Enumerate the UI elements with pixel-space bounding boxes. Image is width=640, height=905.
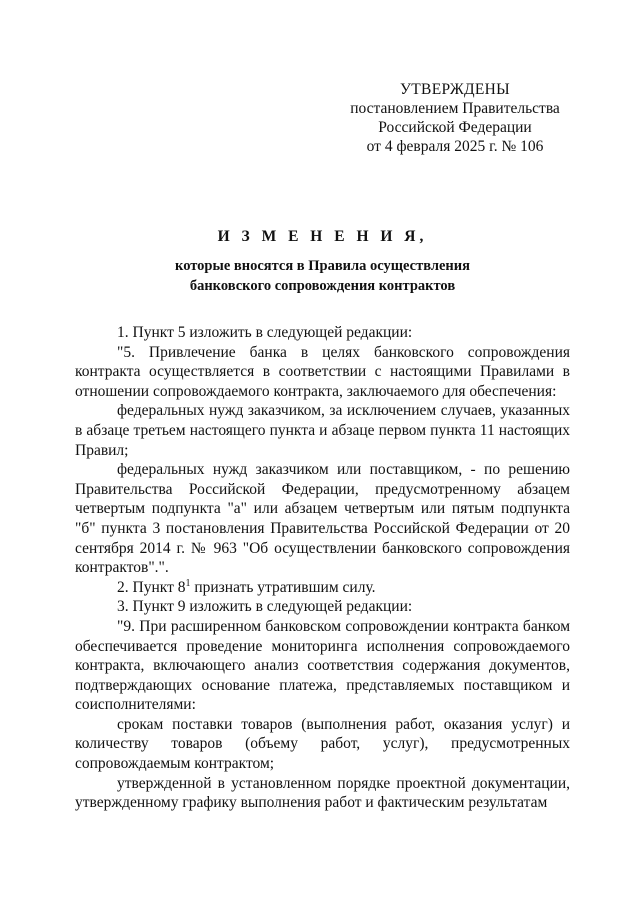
approval-stamp <box>340 80 570 156</box>
paragraph-5 <box>75 578 570 598</box>
approval-word: УТВЕРЖДЕНЫ <box>400 81 510 98</box>
paragraph-5-start: 2. Пункт 8 <box>117 578 186 596</box>
document-body <box>75 323 570 813</box>
paragraph-6: 3. Пункт 9 изложить в следующей редакции: <box>117 598 413 616</box>
document-heading <box>75 227 570 296</box>
paragraph-1: 1. Пункт 5 изложить в следующей редакции: <box>117 324 413 341</box>
document-title: И З М Е Н Е Н И Я, <box>217 228 428 245</box>
subtitle-line-2: банковского сопровождения контрактов <box>189 278 456 294</box>
approval-line-3: от 4 февраля 2025 г. № 106 <box>366 138 544 155</box>
paragraph-5-superscript: 1 <box>185 577 191 589</box>
approval-line-2: Российской Федерации <box>378 119 532 136</box>
paragraph-3: федеральных нужд заказчиком, за исключением случаев, указанных в абзаце третьем настоящего пункта и абзаце первом пункта 11 настоящих Правил; <box>75 402 570 459</box>
paragraph-4: федеральных нужд заказчиком или поставщиком, - по решению Правительства Российской Федерации, предусмотренному абзацем четвертым подпункта "а" или абзацем четвертым или пятым подпункта "б" пункта 3 постановления Правительства Российской Федерации от 20 сентября 2014 г. № 963 "Об осуществлении банковского сопровождения контрактов".". <box>75 461 570 577</box>
approval-line-1: постановлением Правительства <box>350 100 560 117</box>
paragraph-2: "5. Привлечение банка в целях банковского сопровождения контракта осуществляется в соответствии с настоящими Правилами в отношении сопровождаемого контракта, заключаемого для обеспечения: <box>75 343 570 400</box>
paragraph-8: срокам поставки товаров (выполнения работ, оказания услуг) и количеству товаров (объему работ, услуг), предусмотренных сопровождаемым контрактом; <box>75 715 570 773</box>
paragraph-9: утвержденной в установленном порядке проектной документации, утвержденному графику выполнения работ и фактическим результатам <box>75 774 570 812</box>
paragraph-5-end: признать утратившим силу. <box>190 578 376 596</box>
paragraph-7: "9. При расширенном банковском сопровождении контракта банком обеспечивается проведение мониторинга исполнения сопровождаемого контракта, включающего анализ соответствия содержания документов, подтверждающих основание платежа, представляемых поставщиком и соисполнителями: <box>75 617 570 714</box>
document-subtitle <box>75 256 570 296</box>
subtitle-line-1: которые вносятся в Правила осуществления <box>175 258 470 274</box>
